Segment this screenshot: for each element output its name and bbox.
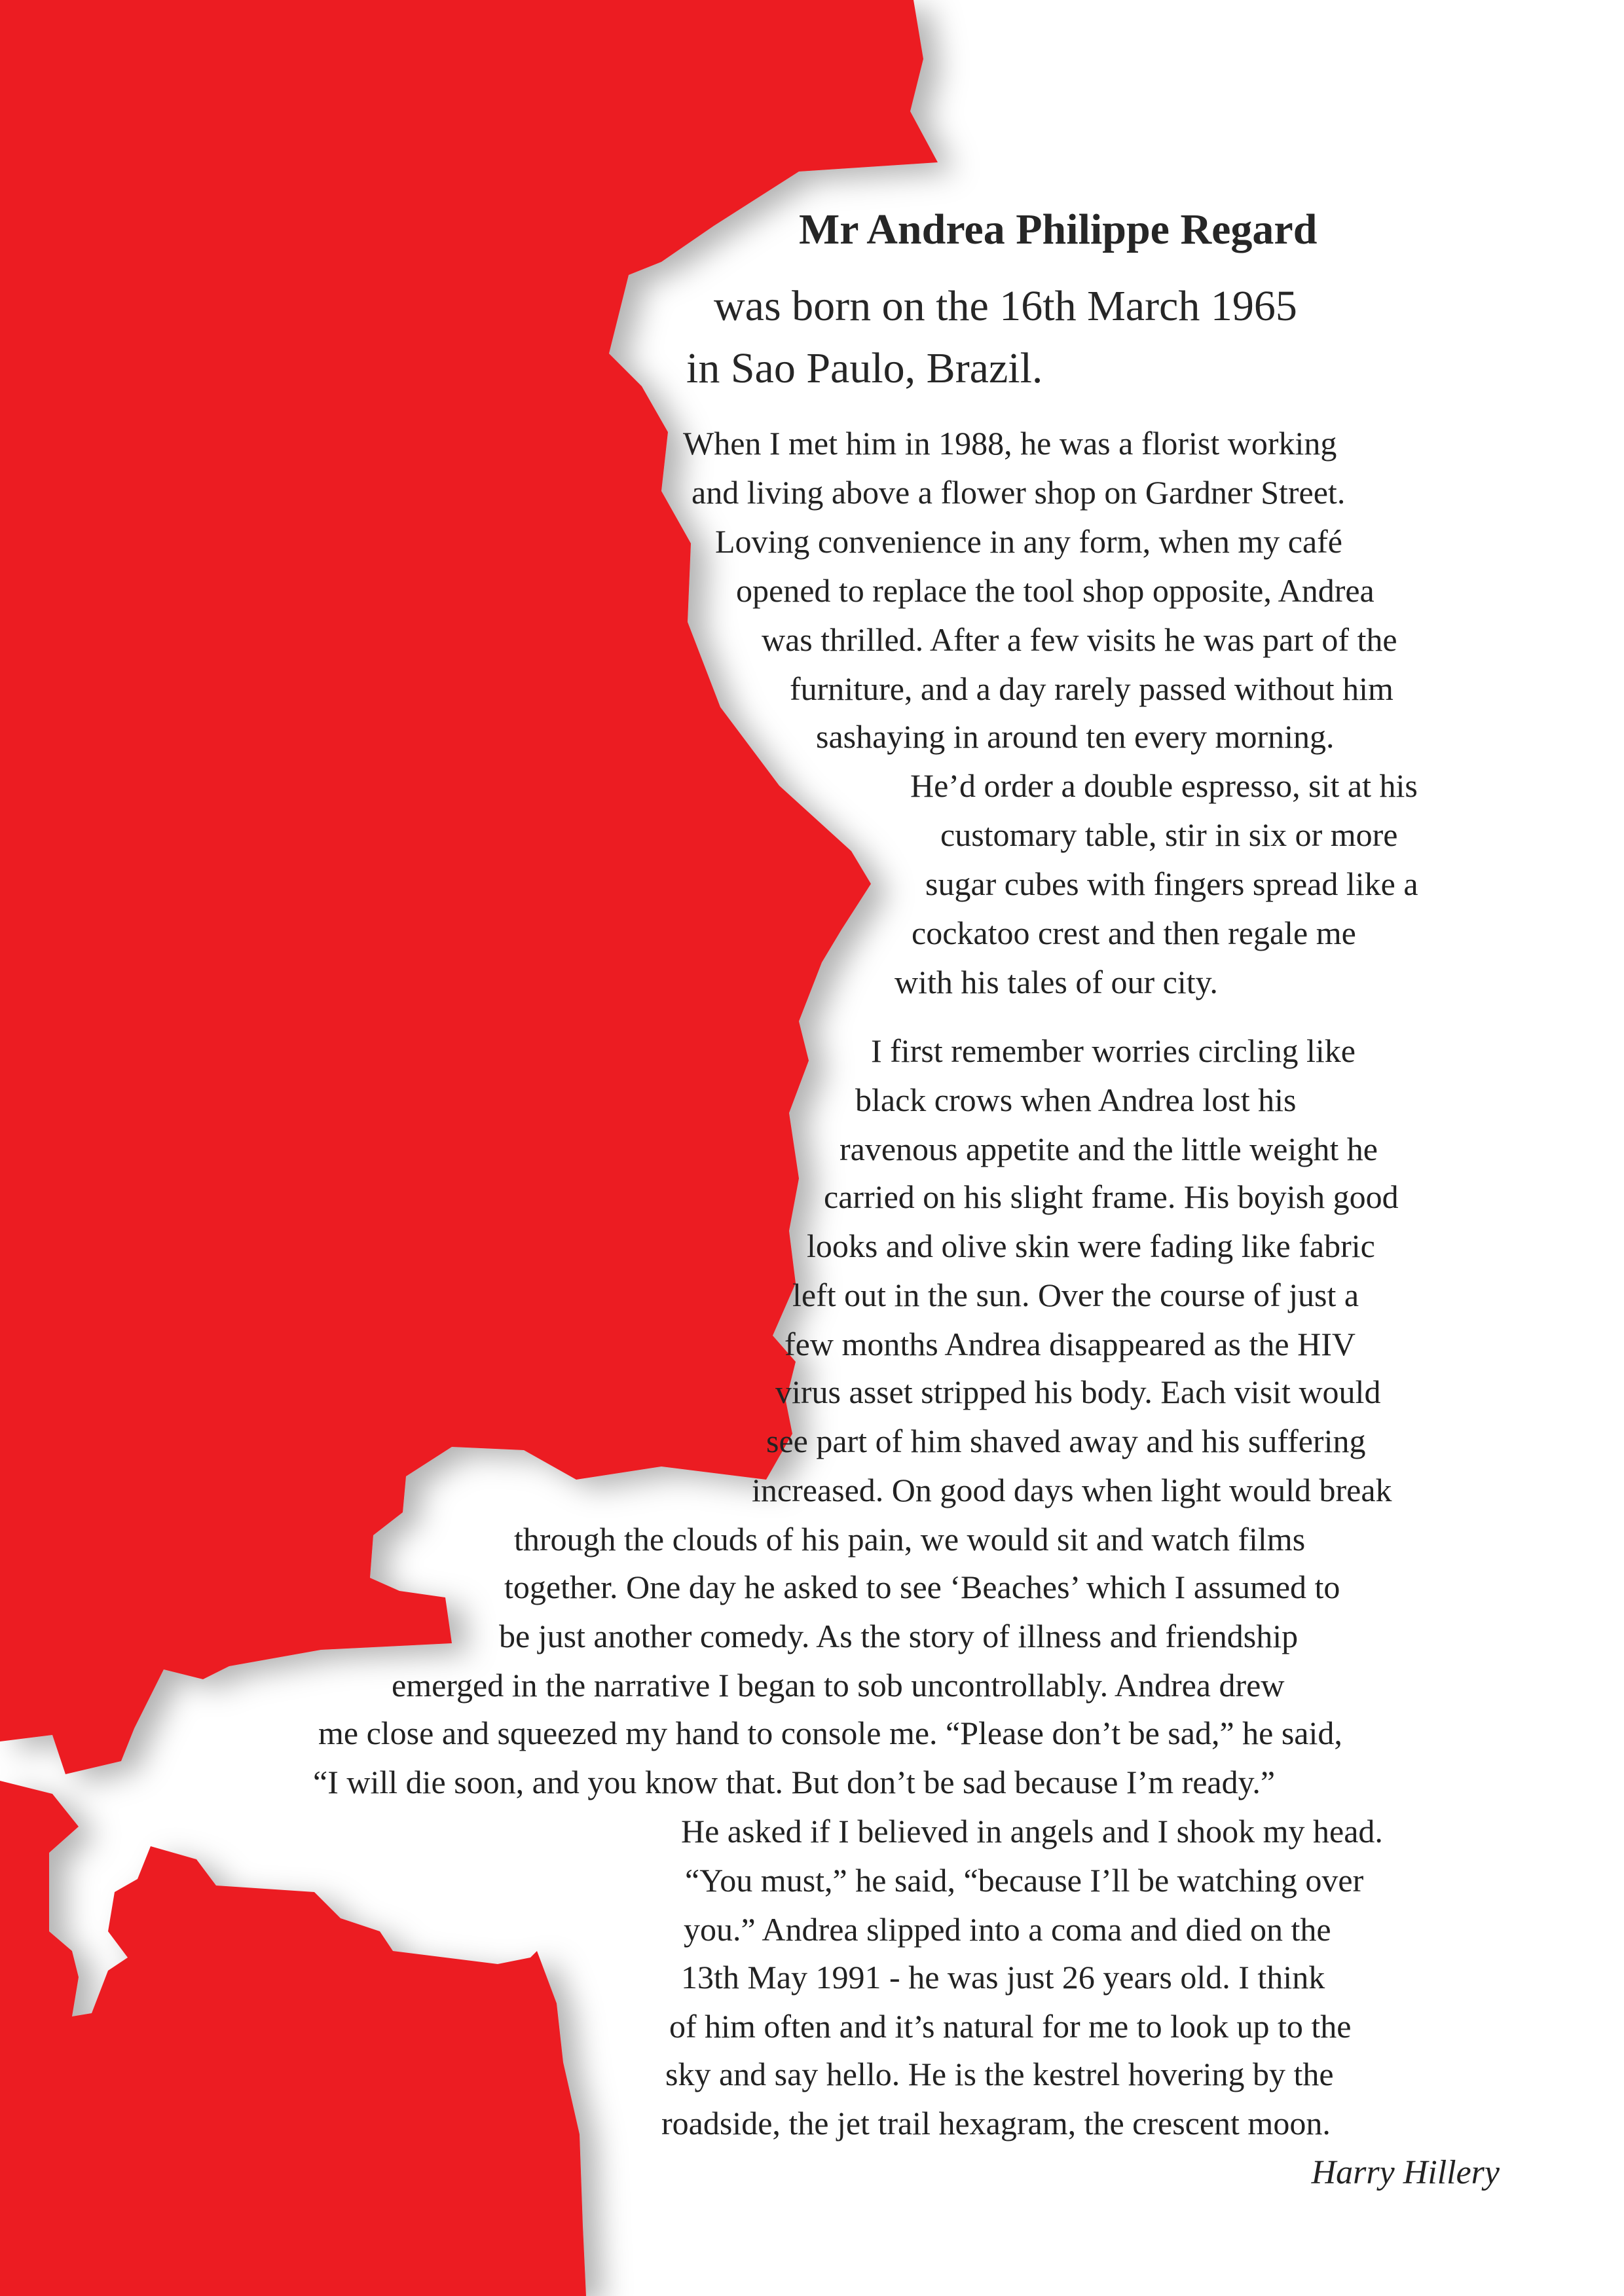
author-signature: Harry Hillery xyxy=(1311,2154,1500,2191)
paragraph-line: sugar cubes with fingers spread like a xyxy=(925,866,1418,902)
paragraph-line: furniture, and a day rarely passed without him xyxy=(790,670,1393,707)
paragraph-line: and living above a flower shop on Gardner Street. xyxy=(692,474,1346,511)
paragraph-line: few months Andrea disappeared as the HIV xyxy=(784,1326,1356,1362)
paragraph-line: sashaying in around ten every morning. xyxy=(816,718,1335,755)
paragraph-line: you.” Andrea slipped into a coma and died on the xyxy=(684,1911,1331,1948)
paragraph-line: emerged in the narrative I began to sob uncontrollably. Andrea drew xyxy=(392,1667,1285,1704)
paragraph-line: left out in the sun. Over the course of just a xyxy=(792,1277,1359,1313)
paragraph-line: Loving convenience in any form, when my café xyxy=(715,523,1342,560)
paragraph-line: be just another comedy. As the story of illness and friendship xyxy=(499,1618,1299,1654)
paragraph-line: “I will die soon, and you know that. But don’t be sad because I’m ready.” xyxy=(313,1764,1276,1800)
birth-date-line: was born on the 16th March 1965 xyxy=(714,282,1297,330)
paragraph-line: with his tales of our city. xyxy=(895,964,1218,1000)
paragraph-line: me close and squeezed my hand to console me. “Please don’t be sad,” he said, xyxy=(318,1715,1342,1751)
paragraph-line: increased. On good days when light would break xyxy=(752,1472,1392,1508)
paragraph-line: He’d order a double espresso, sit at his xyxy=(910,767,1418,804)
paragraph-line: roadside, the jet trail hexagram, the crescent moon. xyxy=(661,2105,1331,2141)
paragraph-line: I first remember worries circling like xyxy=(871,1032,1356,1069)
paragraph-line: looks and olive skin were fading like fabric xyxy=(807,1228,1375,1264)
paragraph-line: through the clouds of his pain, we would sit and watch films xyxy=(514,1521,1306,1558)
paragraph-line: customary table, stir in six or more xyxy=(940,816,1398,853)
paragraph-line: opened to replace the tool shop opposite, Andrea xyxy=(736,572,1375,609)
paragraph-line: When I met him in 1988, he was a florist working xyxy=(683,425,1337,462)
paragraph-line: ravenous appetite and the little weight he xyxy=(840,1131,1378,1167)
birth-place-line: in Sao Paulo, Brazil. xyxy=(686,344,1043,392)
paragraph-line: “You must,” he said, “because I’ll be watching over xyxy=(685,1862,1364,1899)
paragraph-line: see part of him shaved away and his suffering xyxy=(766,1423,1366,1459)
paragraph-line: sky and say hello. He is the kestrel hovering by the xyxy=(665,2056,1334,2092)
paragraph-line: carried on his slight frame. His boyish good xyxy=(824,1178,1399,1215)
paragraph-line: 13th May 1991 - he was just 26 years old. I think xyxy=(681,1959,1325,1995)
paragraph-line: was thrilled. After a few visits he was part of the xyxy=(762,621,1397,658)
person-name-heading: Mr Andrea Philippe Regard xyxy=(799,206,1318,253)
paragraph-line: virus asset stripped his body. Each visit would xyxy=(775,1374,1381,1410)
paragraph-line: cockatoo crest and then regale me xyxy=(912,915,1356,951)
paragraph-line: together. One day he asked to see ‘Beaches’ which I assumed to xyxy=(504,1569,1340,1605)
paragraph-line: of him often and it’s natural for me to look up to the xyxy=(669,2008,1352,2045)
paragraph-line: He asked if I believed in angels and I shook my head. xyxy=(681,1813,1383,1850)
paragraph-line: black crows when Andrea lost his xyxy=(855,1082,1297,1118)
